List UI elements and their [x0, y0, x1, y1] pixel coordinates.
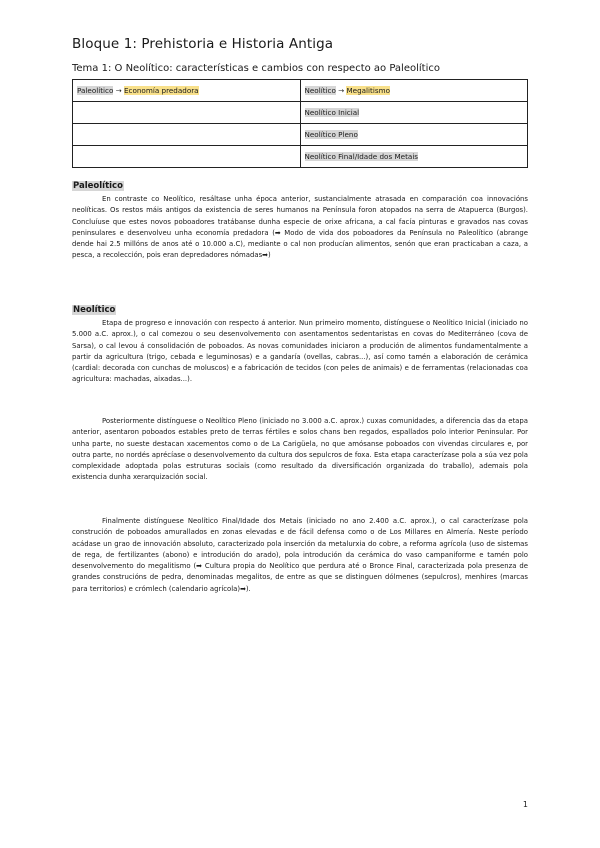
document-subtitle: Tema 1: O Neolítico: características e cambios con respecto ao Paleolítico	[72, 63, 440, 74]
table-cell-empty	[73, 146, 301, 168]
paleolitico-text	[72, 194, 528, 262]
paragraph: Etapa de progreso e innovación con respecto á anterior. Nun primeiro momento, distínguese o Neolítico Inicial (iniciado no 5.000 a.C. aprox.), o cal comezou o seu desenvolvemento con asentamentos sedentaristas en covas do Mediterráneo (cova de Sarsa), o cal levou á consolidación de poboados. As novas comunidades iniciaron a produción de alimentos fundamentalmente a partir da agricultura (trigo, cebada e leguminosas) e a gandaría (ovellas, cabras...), así como tamén a elaboración de cerámica (cardial: decorada con cunchas de moluscos) e a fabricación de tecidos (con peles de animais) e de ferramentas (relacionadas coa agricultura: machadas, aixadas...).	[72, 319, 528, 384]
section-neolitico	[72, 305, 116, 315]
table-row	[73, 80, 528, 102]
table-cell	[300, 146, 528, 168]
section-paleolitico	[72, 181, 124, 191]
neolitico-text-3	[72, 516, 528, 595]
table-cell-neolitico	[300, 80, 528, 102]
page-number: 1	[522, 800, 528, 809]
table-label-neolitico: Neolítico	[304, 86, 336, 95]
arrow-icon: →	[113, 86, 124, 95]
table-cell	[300, 102, 528, 124]
table-label-economia: Economía predadora	[123, 86, 199, 95]
table-label-neolitico-final: Neolítico Final/Idade dos Metais	[304, 152, 419, 161]
table-label-paleolitico: Paleolítico	[77, 86, 114, 95]
table-row	[73, 124, 528, 146]
arrow-icon: →	[335, 86, 347, 95]
document-title: Bloque 1: Prehistoria e Historia Antiga	[72, 36, 334, 52]
table-cell-paleolitico	[73, 80, 301, 102]
section-heading-neolitico: Neolítico	[73, 305, 116, 315]
summary-table	[72, 79, 528, 168]
table-cell-empty	[73, 124, 301, 146]
table-cell	[300, 124, 528, 146]
table-label-neolitico-inicial: Neolítico Inicial	[304, 108, 360, 117]
neolitico-text-2	[72, 416, 528, 484]
paragraph: En contraste co Neolítico, resáltase unha época anterior, sustancialmente atrasada en comparación coa innovacións neolíticas. Os restos máis antigos da existencia de seres humanos na Península foron atopados na serra de Atapuerca (Burgos). Concluíuse que estes novos poboadores tratábanse dunha especie de orixe africana, a cal facía pinturas e gravados nas covas peninsulares e desenvolveu unha economía predadora (➡ Modo de vida dos poboadores da Península no Paleolítico (abrange dende hai 2.5 millóns de anos até o 10.000 a.C), mediante o cal non producían alimentos, senón que eran practicaban a caza, a pesca, a recolección, pois eran depredadores nómadas➡)	[72, 195, 528, 260]
paragraph: Finalmente distínguese Neolítico Final/Idade dos Metais (iniciado no ano 2.400 a.C. aprox.), o cal caracterízase pola construción de poboados amurallados en zonas elevadas e de fácil defensa como o de Los Millares en Almería. Neste período acádase un grao de innovación absoluto, caracterizado pola inserción da metalurxia do cobre, a reforma agrícola (uso de sistemas de rega, de fertilizantes (abono) e introdución do arado), pola introdución da cerámica do vaso campaniforme e tamén polo desenvolvemento do megalitismo (➡ Cultura propia do Neolítico que perdura até o Bronce Final, caracterizada pola presenza de grandes construcións de pedra, denominadas megalitos, de entre as que se distinguen dólmenes (sepulcros), menhires (marcas para territorios) e crómlech (calendario agrícola)➡).	[72, 517, 528, 593]
table-row	[73, 102, 528, 124]
neolitico-text-1	[72, 318, 528, 386]
paragraph: Posteriormente distínguese o Neolítico Pleno (iniciado no 3.000 a.C. aprox.) cuxas comunidades, a diferencia das da etapa anterior, asentaron poboados estables preto de terras fértiles e solos chans ben regados, espallados polo interior Peninsular. Por unha parte, no sueste destacan xacementos como o de La Carigüela, no que amósanse poboados con vivendas circulares e, por outra parte, no nordés aprécíase o desenvolvemento da cultura dos sepulcros de foxa. Esta etapa caracterízase pola a súa vez pola complexidade adoptada polas estruturas sociais (como resultado da diversificación organizada do traballo), ademais pola existencia dunha xerarquización social.	[72, 417, 528, 482]
table-row	[73, 146, 528, 168]
table-label-megalitismo: Megalitismo	[346, 86, 390, 95]
section-heading-paleolitico: Paleolítico	[73, 181, 123, 191]
table-label-neolitico-pleno: Neolítico Pleno	[304, 130, 358, 139]
table-cell-empty	[73, 102, 301, 124]
